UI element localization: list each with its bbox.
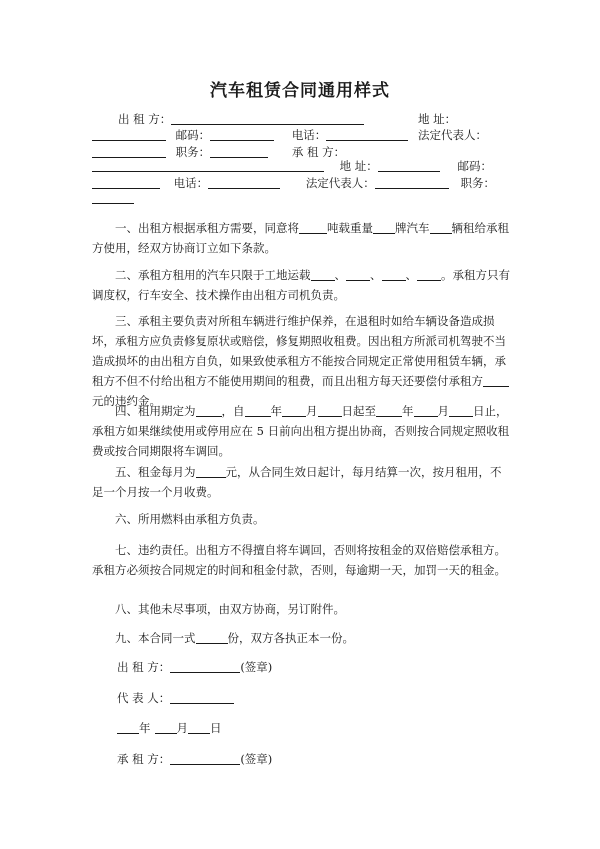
clause-4-blank-end-day[interactable]	[449, 403, 473, 417]
clause-2-text-a: 二、承租方租用的汽车只限于工地运载	[115, 268, 311, 282]
clause-4-blank-start-month[interactable]	[282, 403, 306, 417]
sign-date-line	[117, 721, 222, 736]
header-line-2	[92, 128, 408, 143]
clause-4-text-d: 月	[306, 404, 318, 418]
address-label-1: 地 址：	[418, 112, 457, 126]
sign-lessor-seal: (签章)	[240, 660, 273, 674]
phone-blank-2[interactable]	[208, 176, 280, 189]
clause-4-blank-end-month[interactable]	[414, 403, 438, 417]
clause-4-text-b: ，自	[221, 404, 245, 418]
clause-2-blank-2[interactable]	[346, 267, 370, 281]
position-blank-2[interactable]	[92, 191, 134, 204]
header-line-1	[118, 112, 364, 127]
clause-1-text-d: 辆租给承租方使用，经双方协商订立如下条款。	[92, 221, 509, 255]
sign-lessee-blank[interactable]	[170, 752, 240, 765]
sign-rep-label: 代 表 人：	[117, 691, 171, 705]
clause-2-blank-1[interactable]	[311, 267, 335, 281]
phone-label-1: 电话：	[291, 128, 327, 142]
clause-2-blank-4[interactable]	[417, 267, 441, 281]
phone-label-2: 电话：	[173, 176, 209, 190]
clause-8	[92, 599, 512, 619]
clause-4-text-a: 四、租用期定为	[115, 404, 196, 418]
position-blank-1[interactable]	[210, 145, 268, 158]
header-line-5	[92, 176, 495, 191]
clause-5-text-a: 五、租金每月为	[115, 465, 196, 479]
sign-date-month-label: 月	[176, 721, 188, 735]
clause-4-text-g: 月	[437, 404, 449, 418]
clause-4-text-f: 年	[402, 404, 414, 418]
sign-date-year-label: 年	[139, 721, 151, 735]
clause-6	[92, 509, 512, 529]
clause-9-text-a: 九、本合同一式	[115, 631, 196, 645]
lessor-blank[interactable]	[171, 112, 364, 125]
legal-rep-label-2: 法定代表人：	[305, 176, 375, 190]
postcode-label-2: 邮码：	[457, 159, 492, 173]
postcode-label-1: 邮码：	[175, 128, 211, 142]
clause-4	[92, 401, 512, 461]
clause-1-blank-brand[interactable]	[373, 220, 395, 234]
sign-lessor-label: 出 租 方：	[117, 660, 171, 674]
clause-9-blank-copies[interactable]	[196, 630, 228, 644]
clause-1-blank-tonnage[interactable]	[299, 220, 327, 234]
sign-date-year-blank[interactable]	[117, 721, 139, 734]
header-line-4	[92, 159, 492, 174]
clause-2-sep-3: 、	[405, 268, 417, 282]
sign-date-day-label: 日	[210, 721, 222, 735]
clause-2-sep-1: 、	[334, 268, 346, 282]
position-label-2: 职务：	[460, 176, 495, 190]
legal-rep-blank-1[interactable]	[92, 145, 166, 158]
postcode-blank-2[interactable]	[92, 176, 160, 189]
clause-7-text: 七、违约责任。出租方不得擅自将车调回，否则将按租金的双倍赔偿承租方。承租方必须按合同规定的时间和租金付款，否则，每逾期一天，加罚一天的租金。	[92, 543, 506, 577]
legal-rep-blank-2[interactable]	[375, 176, 449, 189]
clause-1-text-b: 吨载重量	[327, 221, 373, 235]
lessor-label: 出 租 方：	[118, 112, 172, 126]
clause-5-text-b: 元，从合同生效日起计，每月结算一次，按月租用，不足一个月按一个月收费。	[92, 465, 502, 499]
header-line-3	[92, 145, 345, 160]
clause-6-text: 六、所用燃料由承租方负责。	[115, 512, 265, 526]
clause-1	[92, 218, 512, 258]
header-line-6	[92, 191, 134, 206]
sign-lessee-line	[117, 752, 272, 767]
clause-1-text-c: 牌汽车	[395, 221, 430, 235]
clause-4-blank-start-day[interactable]	[318, 403, 342, 417]
legal-rep-label-1: 法定代表人：	[418, 128, 487, 142]
sign-date-month-blank[interactable]	[155, 721, 177, 734]
clause-2	[92, 265, 512, 305]
clause-3-text-b: 元的违约金。	[92, 394, 161, 408]
clause-4-text-e: 日起至	[341, 404, 376, 418]
lessee-blank[interactable]	[92, 159, 324, 172]
clause-5	[92, 462, 512, 502]
clause-2-blank-3[interactable]	[382, 267, 406, 281]
address-blank-1[interactable]	[92, 128, 166, 141]
clause-4-blank-term[interactable]	[196, 403, 222, 417]
sign-lessor-blank[interactable]	[170, 660, 240, 673]
sign-lessee-seal: (签章)	[240, 752, 273, 766]
sign-lessee-label: 承 租 方：	[117, 752, 171, 766]
sign-date-day-blank[interactable]	[188, 721, 210, 734]
clause-4-text-c: 年	[270, 404, 282, 418]
postcode-blank-1[interactable]	[210, 128, 274, 141]
clause-9-text-b: 份，双方各执正本一份。	[227, 631, 354, 645]
document-title: 汽车租赁合同通用样式	[210, 81, 390, 101]
sign-rep-blank[interactable]	[170, 691, 234, 704]
clause-5-blank-rent[interactable]	[196, 464, 226, 478]
clause-3-text-a: 三、承租主要负责对所租车辆进行维护保养，在退租时如给车辆设备造成损坏，承租方应负责修复原状或赔偿，修复期照收租费。因出租方所派司机驾驶不当造成损坏的由出租方自负，如果致使承租方不能按合同规定正常使用租赁车辆，承租方不但不付给出租方不能使用期间的租费，而且出租方每天还要偿付承租方	[92, 314, 506, 388]
sign-rep-line	[117, 691, 234, 706]
clause-1-blank-count[interactable]	[430, 220, 452, 234]
clause-4-blank-start-year[interactable]	[245, 403, 271, 417]
clause-2-text-tail: 。承租方只有调度权，行车安全、技术操作由出租方司机负责。	[92, 268, 510, 302]
clause-2-sep-2: 、	[370, 268, 382, 282]
address-label-2: 地 址：	[339, 159, 378, 173]
position-label-1: 职务：	[175, 145, 211, 159]
clause-9	[92, 628, 512, 648]
clause-3-blank-penalty[interactable]	[483, 373, 509, 387]
clause-1-text-a: 一、出租方根据承租方需要，同意将	[115, 221, 299, 235]
phone-blank-1[interactable]	[326, 128, 408, 141]
clause-4-blank-end-year[interactable]	[376, 403, 402, 417]
clause-7	[92, 540, 512, 580]
lessee-label: 承 租 方：	[291, 145, 346, 159]
address-blank-2[interactable]	[378, 159, 440, 172]
clause-8-text: 八、其他未尽事项，由双方协商，另订附件。	[115, 602, 345, 616]
clause-4-text-h: 日止，承租方如果继续使用或停用应在 5 日前向出租方提出协商，否则按合同规定照收租费或按合同期限将车调回。	[92, 404, 510, 458]
sign-lessor-line	[117, 660, 272, 675]
clause-3	[92, 311, 512, 411]
